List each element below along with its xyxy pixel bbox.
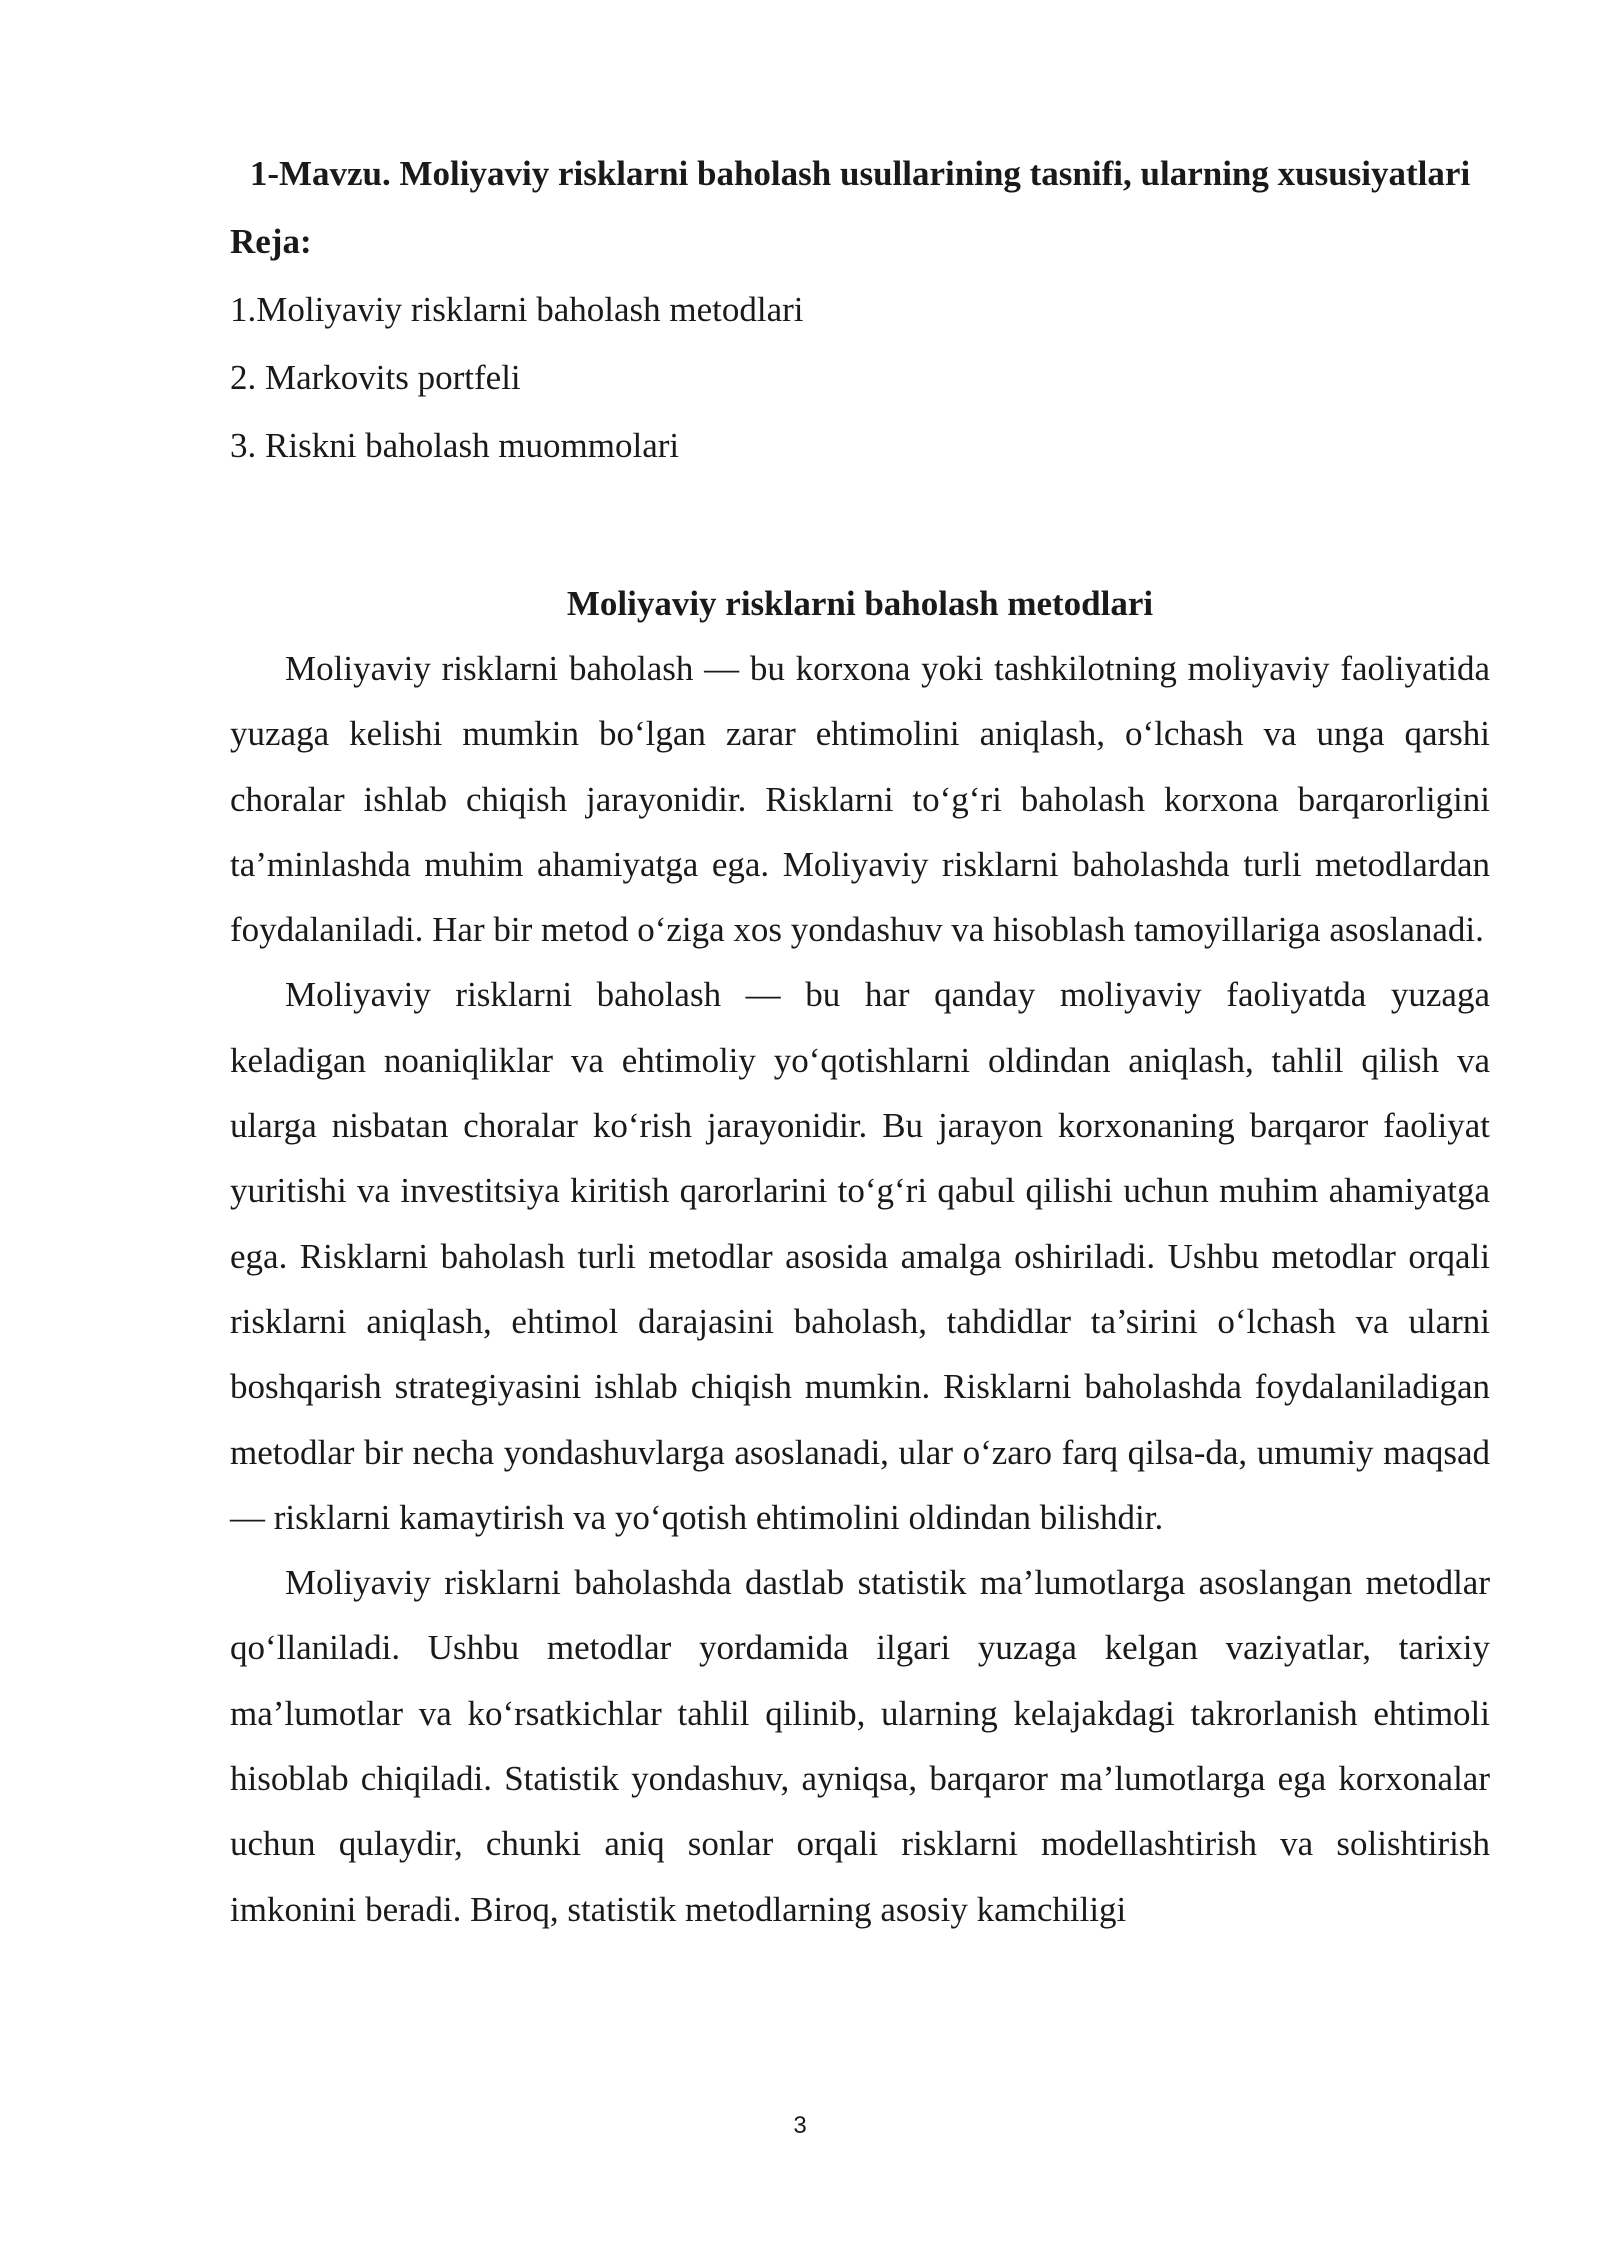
plan-item-2: 2. Markovits portfeli [230,358,521,397]
plan-heading: Reja: [230,222,312,261]
section-heading: Moliyaviy risklarni baholash metodlari [566,584,1154,623]
document-page [230,150,1490,1942]
plan-list [230,286,1490,470]
plan-item-1: 1.Moliyaviy risklarni baholash metodlari [230,290,804,329]
document-title: 1-Mavzu. Moliyaviy risklarni baholash usullarining tasnifi, ularning xususiyatlari [249,154,1471,193]
paragraph-3: Moliyaviy risklarni baholashda dastlab statistik ma’lumotlarga asoslangan metodlar qo‘llaniladi. Ushbu metodlar yordamida ilgari yuzaga kelgan vaziyatlar, tarixiy ma’lumotlar va ko‘rsatkichlar tahlil qilinib, ularning kelajakdagi takrorlanish ehtimoli hisoblab chiqiladi. Statistik yondashuv, ayniqsa, barqaror ma’lumotlarga ega korxonalar uchun qulaydir, chunki aniq sonlar orqali risklarni modellashtirish va solishtirish imkonini beradi. Biroq, statistik metodlarning asosiy kamchiligi [230,1563,1490,1929]
page-number: 3 [793,2112,807,2139]
paragraph-2: Moliyaviy risklarni baholash — bu har qanday moliyaviy faoliyatda yuzaga keladigan noaniqliklar va ehtimoliy yo‘qotishlarni oldindan aniqlash, tahlil qilish va ularga nisbatan choralar ko‘rish jarayonidir. Bu jarayon korxonaning barqaror faoliyat yuritishi va investitsiya kiritish qarorlarini to‘g‘ri qabul qilishi uchun muhim ahamiyatga ega. Risklarni baholash turli metodlar asosida amalga oshiriladi. Ushbu metodlar orqali risklarni aniqlash, ehtimol darajasini baholash, tahdidlar ta’sirini o‘lchash va ularni boshqarish strategiyasini ishlab chiqish mumkin. Risklarni baholashda foydalaniladigan metodlar bir necha yondashuvlarga asoslanadi, ular o‘zaro farq qilsa-da, umumiy maqsad — risklarni kamaytirish va yo‘qotish ehtimolini oldindan bilishdir. [230,975,1490,1537]
plan-item-3: 3. Riskni baholash muommolari [230,426,680,465]
paragraph-1: Moliyaviy risklarni baholash — bu korxona yoki tashkilotning moliyaviy faoliyatida yuzaga kelishi mumkin bo‘lgan zarar ehtimolini aniqlash, o‘lchash va unga qarshi choralar ishlab chiqish jarayonidir. Risklarni to‘g‘ri baholash korxona barqarorligini ta’minlashda muhim ahamiyatga ega. Moliyaviy risklarni baholashda turli metodlardan foydalaniladi. Har bir metod o‘ziga xos yondashuv va hisoblash tamoyillariga asoslanadi. [230,649,1490,950]
